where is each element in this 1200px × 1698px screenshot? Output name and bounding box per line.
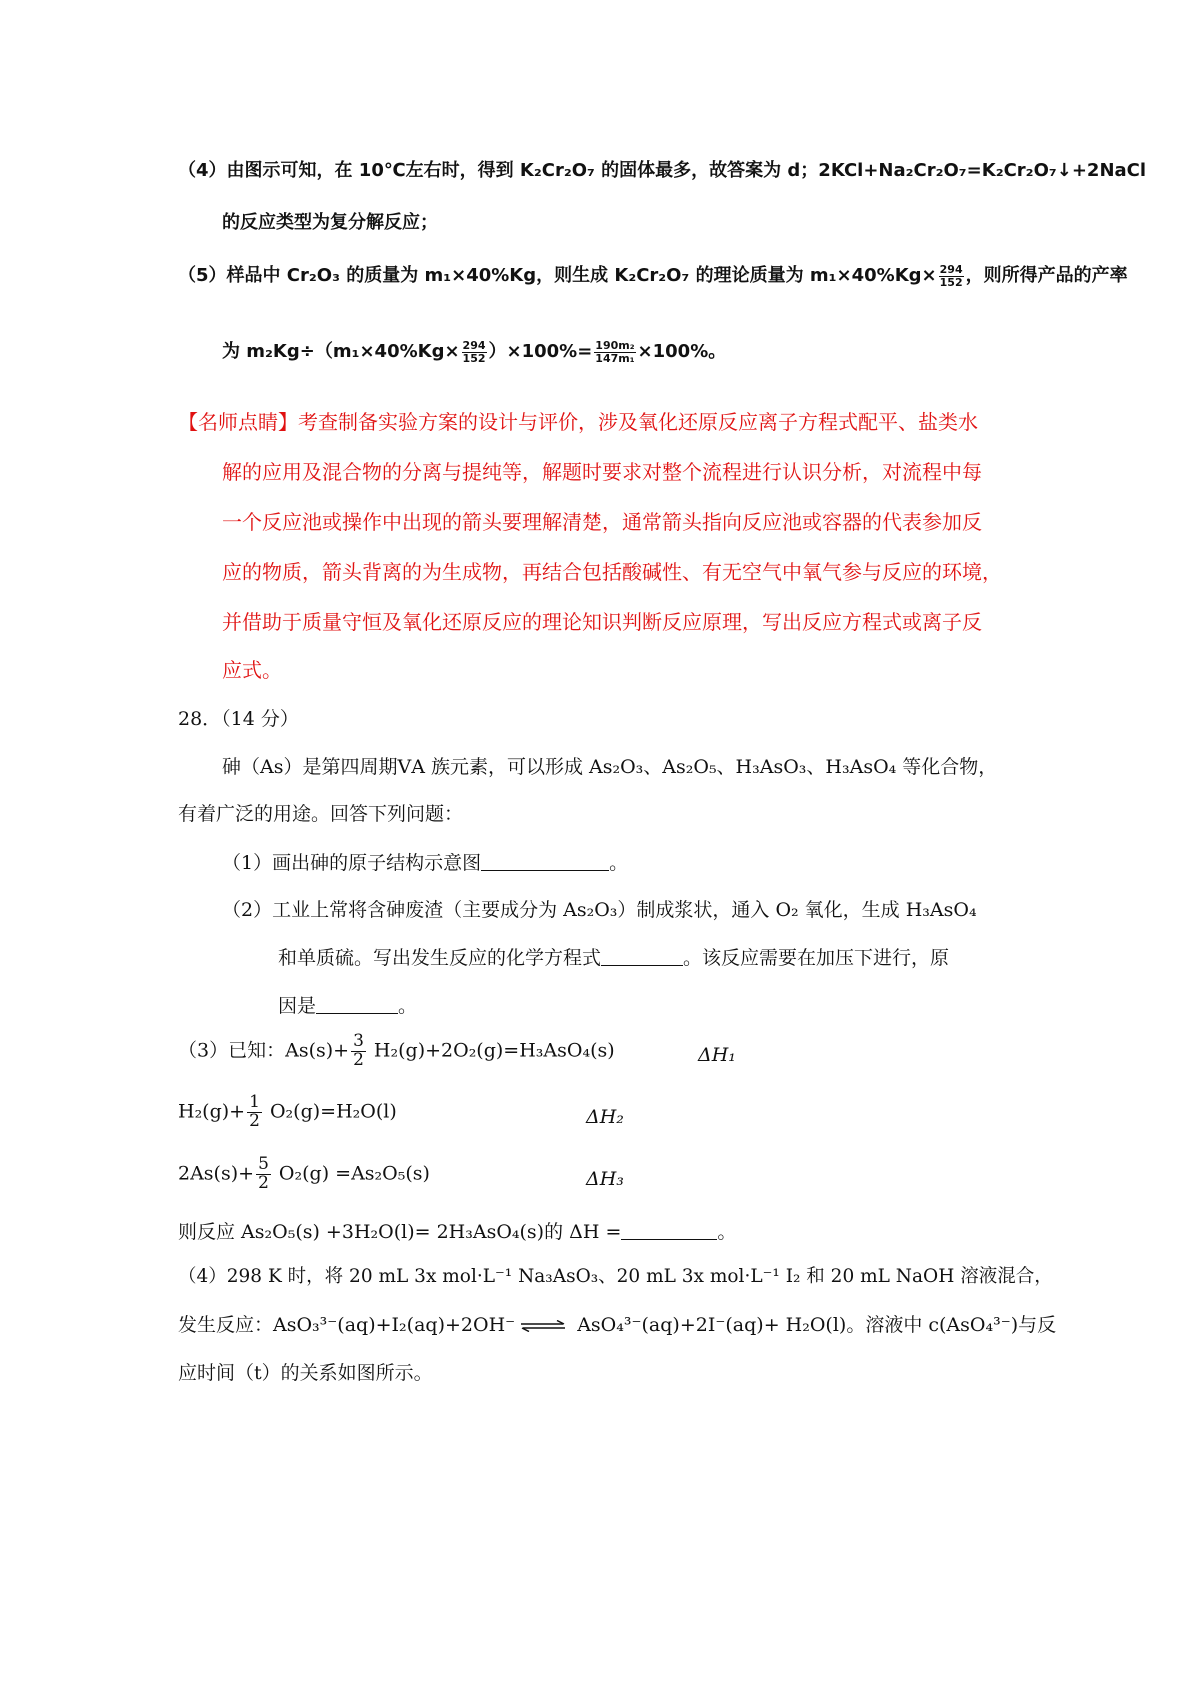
part-4-text-b: AsO₄³⁻(aq)+2I⁻(aq)+ H₂O(l)。溶液中 c(AsO₄³⁻)与反 — [571, 1314, 1057, 1336]
part-3-question-end: 。 — [717, 1221, 737, 1243]
fraction-294-152-b — [462, 340, 487, 364]
fraction-numerator: 1 — [249, 1092, 260, 1112]
tip-text-1: 考查制备实验方案的设计与评价，涉及氧化还原反应离子方程式配平、盐类水 — [298, 410, 978, 434]
fraction-numerator: 294 — [939, 263, 963, 276]
question-intro-2: 有着广泛的用途。回答下列问题： — [178, 803, 464, 825]
fraction-denominator: 2 — [258, 1172, 269, 1193]
fraction-denominator: 2 — [353, 1049, 364, 1070]
tip-line-5: 并借助于质量守恒及氧化还原反应的理论知识判断反应原理，写出反应方程式或离子反 — [222, 610, 982, 634]
fraction-5-2 — [256, 1156, 271, 1193]
question-number: 28．（14 分） — [178, 708, 299, 730]
part-2-line-2 — [278, 946, 949, 970]
solution-5-text-a: （5）样品中 Cr₂O₃ 的质量为 m₁×40%Kg，则生成 K₂Cr₂O₇ 的理论质量为 m₁×40%Kg× — [178, 265, 937, 287]
fraction-denominator: 152 — [939, 275, 963, 289]
fraction-3-2 — [351, 1033, 366, 1070]
part-4-text-a: 发生反应：AsO₃³⁻(aq)+I₂(aq)+2OH⁻ — [178, 1314, 516, 1336]
part-2-line-1: （2）工业上常将含砷废渣（主要成分为 As₂O₃）制成浆状，通入 O₂ 氧化，生成 H₃AsO₄ — [222, 899, 977, 921]
tip-line-1 — [178, 410, 978, 434]
part-4-line-1: （4）298 K 时，将 20 mL 3x mol·L⁻¹ Na₃AsO₃、20 mL 3x mol·L⁻¹ I₂ 和 20 mL NaOH 溶液混合， — [178, 1266, 1053, 1287]
tip-line-2: 解的应用及混合物的分离与提纯等，解题时要求对整个流程进行认识分析，对流程中每 — [222, 460, 982, 484]
answer-blank-4[interactable] — [621, 1220, 717, 1240]
part-1-text: （1）画出砷的原子结构示意图 — [222, 852, 482, 874]
solution-5-line-2 — [222, 340, 726, 364]
delta-h-2: ΔH₂ — [586, 1106, 624, 1128]
fraction-numerator: 190m₂ — [595, 339, 635, 352]
answer-blank-3[interactable] — [316, 994, 398, 1014]
part-1-end: 。 — [609, 852, 629, 874]
part-3-question — [178, 1220, 736, 1244]
delta-h-3: ΔH₃ — [586, 1168, 624, 1190]
part-3-label: （3）已知： — [178, 1039, 286, 1062]
solution-4-line-2: 的反应类型为复分解反应； — [222, 212, 438, 233]
fraction-numerator: 3 — [353, 1031, 364, 1051]
fraction-denominator: 2 — [249, 1110, 260, 1131]
question-intro-1: 砷（As）是第四周期ⅤA 族元素，可以形成 As₂O₃、As₂O₅、H₃AsO₃、H₃AsO₄ 等化合物， — [222, 756, 998, 778]
part-3-equation-2 — [178, 1094, 397, 1131]
part-2-line-3 — [278, 994, 417, 1018]
part-3-equation-3 — [178, 1156, 430, 1193]
tip-line-6: 应式。 — [222, 658, 282, 682]
part-2-text-a: 和单质硫。写出发生反应的化学方程式 — [278, 947, 602, 969]
solution-4-line-1: （4）由图示可知，在 10℃左右时，得到 K₂Cr₂O₇ 的固体最多，故答案为 d；2KCl+Na₂Cr₂O₇=K₂Cr₂O₇↓+2NaCl — [178, 160, 1147, 181]
fraction-denominator: 147m₁ — [595, 351, 635, 365]
delta-h-1: ΔH₁ — [698, 1044, 736, 1066]
solution-5-text-c: 为 m₂Kg÷（m₁×40%Kg× — [222, 341, 460, 363]
part-2-text-d: 。 — [398, 995, 418, 1017]
equation-1-right: H₂(g)+2O₂(g)=H₃AsO₄(s) — [367, 1039, 615, 1062]
solution-5-text-e: ×100%。 — [637, 341, 727, 363]
equation-3-right: O₂(g) =As₂O₅(s) — [272, 1162, 430, 1185]
fraction-denominator: 152 — [462, 351, 486, 365]
tip-line-3: 一个反应池或操作中出现的箭头要理解清楚，通常箭头指向反应池或容器的代表参加反 — [222, 510, 982, 534]
part-1 — [222, 851, 628, 875]
fraction-1-2 — [247, 1094, 262, 1131]
solution-5-text-b: ，则所得产品的产率 — [965, 265, 1128, 287]
fraction-294-152 — [939, 264, 964, 288]
solution-5-line-1 — [178, 264, 1128, 288]
part-3-question-text: 则反应 As₂O₅(s) +3H₂O(l)= 2H₃AsO₄(s)的 ΔH = — [178, 1221, 622, 1243]
fraction-yield — [594, 340, 635, 364]
answer-blank-1[interactable] — [481, 851, 609, 871]
equation-1-left: As(s)+ — [285, 1039, 350, 1062]
equilibrium-arrow-icon — [519, 1320, 567, 1332]
tip-label: 【名师点睛】 — [178, 410, 298, 434]
fraction-numerator: 294 — [462, 339, 486, 352]
tip-line-4: 应的物质，箭头背离的为生成物，再结合包括酸碱性、有无空气中氧气参与反应的环境， — [222, 560, 1002, 584]
equation-2-right: O₂(g)=H₂O(l) — [263, 1100, 397, 1123]
equation-2-left: H₂(g)+ — [178, 1100, 246, 1123]
equation-3-left: 2As(s)+ — [178, 1162, 255, 1185]
part-2-text-b: 。该反应需要在加压下进行，原 — [683, 947, 950, 969]
part-4-line-2 — [178, 1314, 1056, 1337]
solution-5-text-d: ）×100%= — [488, 341, 593, 363]
part-2-text-c: 因是 — [278, 995, 317, 1017]
part-3-equation-1 — [178, 1033, 615, 1070]
part-4-line-3: 应时间（t）的关系如图所示。 — [178, 1362, 433, 1384]
answer-blank-2[interactable] — [601, 946, 683, 966]
fraction-numerator: 5 — [258, 1154, 269, 1174]
